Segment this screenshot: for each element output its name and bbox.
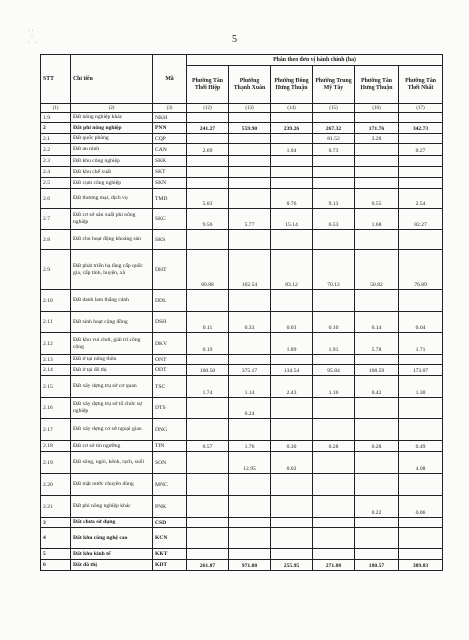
row-value: 0.11 (187, 312, 229, 333)
row-value (271, 398, 313, 419)
row-value (399, 230, 443, 250)
row-value (355, 398, 399, 419)
header-col-4: Phường Trung Mỹ Tây (313, 66, 355, 104)
row-value: 0.57 (187, 441, 229, 452)
row-value (313, 178, 355, 189)
row-code: CAN (153, 144, 187, 156)
header-col-6: Phường Tân Thới Nhất (399, 66, 443, 104)
row-code: TMD (153, 189, 187, 209)
row-stt: 2.15 (41, 376, 71, 398)
row-value (271, 419, 313, 441)
row-value (271, 496, 313, 518)
row-code: NKH (153, 113, 187, 123)
row-name: Đất danh lam thắng cảnh (71, 290, 153, 312)
row-value: 0.30 (271, 441, 313, 452)
row-value (187, 398, 229, 419)
row-value (355, 156, 399, 167)
colnum: (1) (41, 104, 71, 113)
table-row (41, 528, 443, 549)
row-stt: 2 (41, 123, 71, 134)
row-name: Đất cơ sở tín ngưỡng (71, 441, 153, 452)
row-value: 1.16 (313, 376, 355, 398)
row-stt: 3 (41, 518, 71, 528)
table-row (41, 250, 443, 290)
row-value: 173.07 (399, 365, 443, 376)
row-value: 389.83 (399, 560, 443, 571)
row-value (229, 113, 271, 123)
row-value (313, 290, 355, 312)
row-code: PNK (153, 496, 187, 518)
row-value (229, 178, 271, 189)
row-name: Đất khu chế xuất (71, 167, 153, 178)
row-value (229, 333, 271, 355)
row-value (355, 518, 399, 528)
row-value (355, 167, 399, 178)
row-value: 2.54 (399, 189, 443, 209)
colnum: (2) (71, 104, 153, 113)
row-code: ODT (153, 365, 187, 376)
row-name: Đất khu công nghiệp (71, 156, 153, 167)
row-name: Đất mặt nước chuyên dùng (71, 474, 153, 496)
table-row (41, 333, 443, 355)
row-name: Đất sinh hoạt cộng đồng (71, 312, 153, 333)
scan-specks: · · · · · (28, 28, 37, 46)
row-value: 1.76 (229, 441, 271, 452)
row-value (187, 167, 229, 178)
table-row (41, 355, 443, 365)
row-value (399, 167, 443, 178)
row-value (355, 474, 399, 496)
table-body (41, 113, 443, 571)
row-value: 2.43 (271, 376, 313, 398)
row-code: PNN (153, 123, 187, 134)
row-name: Đất khu công nghệ cao (71, 528, 153, 549)
row-value: 0.19 (187, 333, 229, 355)
row-stt: 2.17 (41, 419, 71, 441)
row-value (399, 290, 443, 312)
row-value: 0.10 (313, 312, 355, 333)
row-value (355, 528, 399, 549)
row-value: 241.27 (187, 123, 229, 134)
row-code: DKV (153, 333, 187, 355)
row-stt: 2.19 (41, 452, 71, 474)
table-row (41, 167, 443, 178)
row-value (271, 355, 313, 365)
row-value: 1.04 (271, 144, 313, 156)
row-value: 162.54 (229, 250, 271, 290)
row-value: 160.50 (187, 365, 229, 376)
row-code: MNC (153, 474, 187, 496)
row-name: Đất xây dựng cơ sở ngoại giao (71, 419, 153, 441)
row-value: 12.95 (229, 452, 271, 474)
row-name: Đất cụm công nghiệp (71, 178, 153, 189)
row-value (271, 156, 313, 167)
table-row (41, 144, 443, 156)
colnum: (17) (399, 104, 443, 113)
row-name: Đất đô thị (71, 560, 153, 571)
row-value: 239.26 (271, 123, 313, 134)
row-value (229, 290, 271, 312)
row-code: DHT (153, 250, 187, 290)
row-value (187, 474, 229, 496)
row-value (355, 230, 399, 250)
row-value (187, 528, 229, 549)
row-value (399, 419, 443, 441)
row-value: 0.24 (229, 398, 271, 419)
row-code: TIN (153, 441, 187, 452)
row-name: Đất khu vui chơi, giải trí công cộng (71, 333, 153, 355)
row-value (313, 474, 355, 496)
row-value (229, 167, 271, 178)
row-value (399, 113, 443, 123)
row-value (313, 230, 355, 250)
row-value (187, 134, 229, 144)
row-code: SKK (153, 156, 187, 167)
row-value: 0.02 (271, 452, 313, 474)
row-value: 0.22 (355, 496, 399, 518)
colnum: (13) (229, 104, 271, 113)
table-row (41, 549, 443, 560)
row-value (229, 156, 271, 167)
row-value: 83.12 (271, 250, 313, 290)
row-stt: 5 (41, 549, 71, 560)
row-code: DNG (153, 419, 187, 441)
row-name: Đất nông nghiệp khác (71, 113, 153, 123)
row-value: 4.08 (399, 452, 443, 474)
row-value (271, 167, 313, 178)
row-stt: 2.10 (41, 290, 71, 312)
row-stt: 2.12 (41, 333, 71, 355)
table-row (41, 452, 443, 474)
table-row (41, 560, 443, 571)
row-name: Đất an ninh (71, 144, 153, 156)
row-value (229, 419, 271, 441)
colnum: (14) (271, 104, 313, 113)
row-code: SKT (153, 167, 187, 178)
table-row (41, 113, 443, 123)
row-stt: 2.13 (41, 355, 71, 365)
row-code: DDL (153, 290, 187, 312)
row-name: Đất xây dựng trụ sở cơ quan (71, 376, 153, 398)
table-row (41, 156, 443, 167)
row-stt: 2.16 (41, 398, 71, 419)
row-value (399, 178, 443, 189)
row-value (399, 156, 443, 167)
row-value (313, 528, 355, 549)
table-row (41, 474, 443, 496)
row-stt: 1.9 (41, 113, 71, 123)
row-value (229, 144, 271, 156)
row-value: 261.87 (187, 560, 229, 571)
row-value (187, 156, 229, 167)
row-code: DSH (153, 312, 187, 333)
row-name: Đất thương mại, dịch vụ (71, 189, 153, 209)
row-value: 1.68 (355, 209, 399, 230)
row-value (355, 355, 399, 365)
row-value (229, 518, 271, 528)
row-stt: 6 (41, 560, 71, 571)
colnum: (12) (187, 104, 229, 113)
row-value: 0.14 (355, 312, 399, 333)
row-name: Đất chưa sử dụng (71, 518, 153, 528)
row-value (313, 496, 355, 518)
table-row (41, 134, 443, 144)
header-col-5: Phường Tân Hưng Thuận (355, 66, 399, 104)
row-value (399, 134, 443, 144)
row-value (187, 518, 229, 528)
header-code: Mã (153, 55, 187, 104)
table-row (41, 123, 443, 134)
row-value: 0.28 (355, 441, 399, 452)
row-value (355, 178, 399, 189)
row-value (187, 496, 229, 518)
row-value: 0.42 (355, 376, 399, 398)
table-row (41, 419, 443, 441)
row-value: 76.89 (399, 250, 443, 290)
row-value: 108.59 (355, 365, 399, 376)
header-name: Chỉ tiêu (71, 55, 153, 104)
row-stt: 4 (41, 528, 71, 549)
row-value (399, 474, 443, 496)
row-name: Đất xây dựng trụ sở tổ chức sự nghiệp (71, 398, 153, 419)
row-value (187, 419, 229, 441)
row-name: Đất phi nông nghiệp (71, 123, 153, 134)
row-value (355, 549, 399, 560)
row-value: 171.76 (355, 123, 399, 134)
row-value (229, 355, 271, 365)
row-value: 0.27 (399, 144, 443, 156)
row-value (355, 113, 399, 123)
row-value (313, 113, 355, 123)
row-name: Đất phát triển hạ tầng cấp quốc gia, cấp tỉnh, huyện, xã (71, 250, 153, 290)
row-code: CSD (153, 518, 187, 528)
table-row (41, 441, 443, 452)
row-value (229, 189, 271, 209)
row-value: 0.03 (271, 312, 313, 333)
table-row (41, 496, 443, 518)
row-code: SKC (153, 209, 187, 230)
row-value: 0.06 (399, 496, 443, 518)
colnum: (16) (355, 104, 399, 113)
row-value: 342.73 (399, 123, 443, 134)
table-row (41, 189, 443, 209)
row-name: Đất phi nông nghiệp khác (71, 496, 153, 518)
row-name: Đất cho hoạt động khoáng sản (71, 230, 153, 250)
colnum: (3) (153, 104, 187, 113)
row-stt: 2.9 (41, 250, 71, 290)
row-value (229, 549, 271, 560)
row-name: Đất quốc phòng (71, 134, 153, 144)
row-value (271, 290, 313, 312)
row-value (399, 398, 443, 419)
page-number: 5 (232, 34, 237, 45)
row-value: 1.71 (399, 333, 443, 355)
table-row (41, 290, 443, 312)
row-value: 271.08 (313, 560, 355, 571)
row-value: 0.55 (355, 189, 399, 209)
row-value: 0.76 (271, 189, 313, 209)
row-value: 559.90 (229, 123, 271, 134)
table-row (41, 312, 443, 333)
header-col-2: Phường Thạnh Xuân (229, 66, 271, 104)
row-value (355, 290, 399, 312)
row-code: SKN (153, 178, 187, 189)
table-row (41, 230, 443, 250)
row-code: CQP (153, 134, 187, 144)
table-row (41, 365, 443, 376)
row-code: ONT (153, 355, 187, 365)
table-row (41, 376, 443, 398)
row-value: 1.89 (271, 333, 313, 355)
row-value (229, 528, 271, 549)
table-row (41, 398, 443, 419)
row-value: 0.04 (399, 312, 443, 333)
row-value: 1.91 (313, 333, 355, 355)
row-value: 2.69 (187, 144, 229, 156)
row-value (229, 496, 271, 518)
row-value (313, 167, 355, 178)
row-value: 134.54 (271, 365, 313, 376)
row-code: DTS (153, 398, 187, 419)
row-value (187, 355, 229, 365)
row-value (187, 113, 229, 123)
row-value: 6.53 (313, 209, 355, 230)
row-value: 5.03 (187, 189, 229, 209)
row-code: KKT (153, 549, 187, 560)
header-stt: STT (41, 55, 71, 104)
land-use-table (40, 54, 443, 571)
row-value: 81.52 (313, 134, 355, 144)
row-value (313, 452, 355, 474)
row-value: 0.28 (313, 441, 355, 452)
row-value (229, 474, 271, 496)
row-code: SON (153, 452, 187, 474)
row-value: 0.49 (399, 441, 443, 452)
row-value: 3.28 (355, 134, 399, 144)
row-stt: 2.21 (41, 496, 71, 518)
row-value (229, 230, 271, 250)
row-value: 5.78 (355, 333, 399, 355)
row-value: 5.77 (229, 209, 271, 230)
header-col-3: Phường Đông Hưng Thuận (271, 66, 313, 104)
row-value (271, 528, 313, 549)
row-value (187, 178, 229, 189)
row-stt: 2.14 (41, 365, 71, 376)
row-value (355, 419, 399, 441)
row-value (271, 549, 313, 560)
row-value: 9.56 (187, 209, 229, 230)
table-row (41, 518, 443, 528)
row-value (355, 452, 399, 474)
row-value (229, 134, 271, 144)
row-value (313, 549, 355, 560)
row-value: 9.13 (313, 189, 355, 209)
row-value: 70.12 (313, 250, 355, 290)
row-stt: 2.18 (41, 441, 71, 452)
row-stt: 2.20 (41, 474, 71, 496)
row-value: 95.84 (313, 365, 355, 376)
row-value: 60.88 (187, 250, 229, 290)
row-stt: 2.4 (41, 167, 71, 178)
row-code: TSC (153, 376, 187, 398)
row-value: 82.27 (399, 209, 443, 230)
row-value (399, 355, 443, 365)
row-value (271, 134, 313, 144)
row-value (313, 156, 355, 167)
row-name: Đất cơ sở sản xuất phi nông nghiệp (71, 209, 153, 230)
row-name: Đất sông, ngòi, kênh, rạch, suối (71, 452, 153, 474)
row-stt: 2.6 (41, 189, 71, 209)
row-value (399, 518, 443, 528)
row-value: 180.57 (355, 560, 399, 571)
row-value: 375.17 (229, 365, 271, 376)
row-code: KCN (153, 528, 187, 549)
row-name: Đất ở tại nông thôn (71, 355, 153, 365)
row-stt: 2.3 (41, 156, 71, 167)
row-value: 255.95 (271, 560, 313, 571)
row-value (399, 528, 443, 549)
row-stt: 2.11 (41, 312, 71, 333)
row-value (187, 452, 229, 474)
row-value: 0.33 (229, 312, 271, 333)
row-stt: 2.8 (41, 230, 71, 250)
row-value (271, 178, 313, 189)
row-value: 1.30 (399, 376, 443, 398)
row-value (187, 290, 229, 312)
colnum: (15) (313, 104, 355, 113)
row-value (355, 144, 399, 156)
row-value: 971.08 (229, 560, 271, 571)
row-stt: 2.1 (41, 134, 71, 144)
row-stt: 2.5 (41, 178, 71, 189)
header-group: Phân theo đơn vị hành chính (ha) (187, 55, 443, 66)
row-value (187, 230, 229, 250)
row-value: 267.32 (313, 123, 355, 134)
row-value (271, 113, 313, 123)
header-col-1: Phường Tân Thới Hiệp (187, 66, 229, 104)
row-value (187, 549, 229, 560)
row-value: 1.14 (229, 376, 271, 398)
row-value: 0.73 (313, 144, 355, 156)
row-code: KDT (153, 560, 187, 571)
row-value (271, 474, 313, 496)
row-stt: 2.2 (41, 144, 71, 156)
row-name: Đất khu kinh tế (71, 549, 153, 560)
row-value (271, 230, 313, 250)
row-value (313, 419, 355, 441)
row-value (399, 549, 443, 560)
row-value: 15.14 (271, 209, 313, 230)
table-row (41, 209, 443, 230)
row-stt: 2.7 (41, 209, 71, 230)
row-name: Đất ở tại đô thị (71, 365, 153, 376)
row-value: 1.74 (187, 376, 229, 398)
row-value (271, 518, 313, 528)
row-value: 50.82 (355, 250, 399, 290)
row-value (313, 398, 355, 419)
table-row (41, 178, 443, 189)
row-code: SKS (153, 230, 187, 250)
row-value (313, 518, 355, 528)
row-value (313, 355, 355, 365)
